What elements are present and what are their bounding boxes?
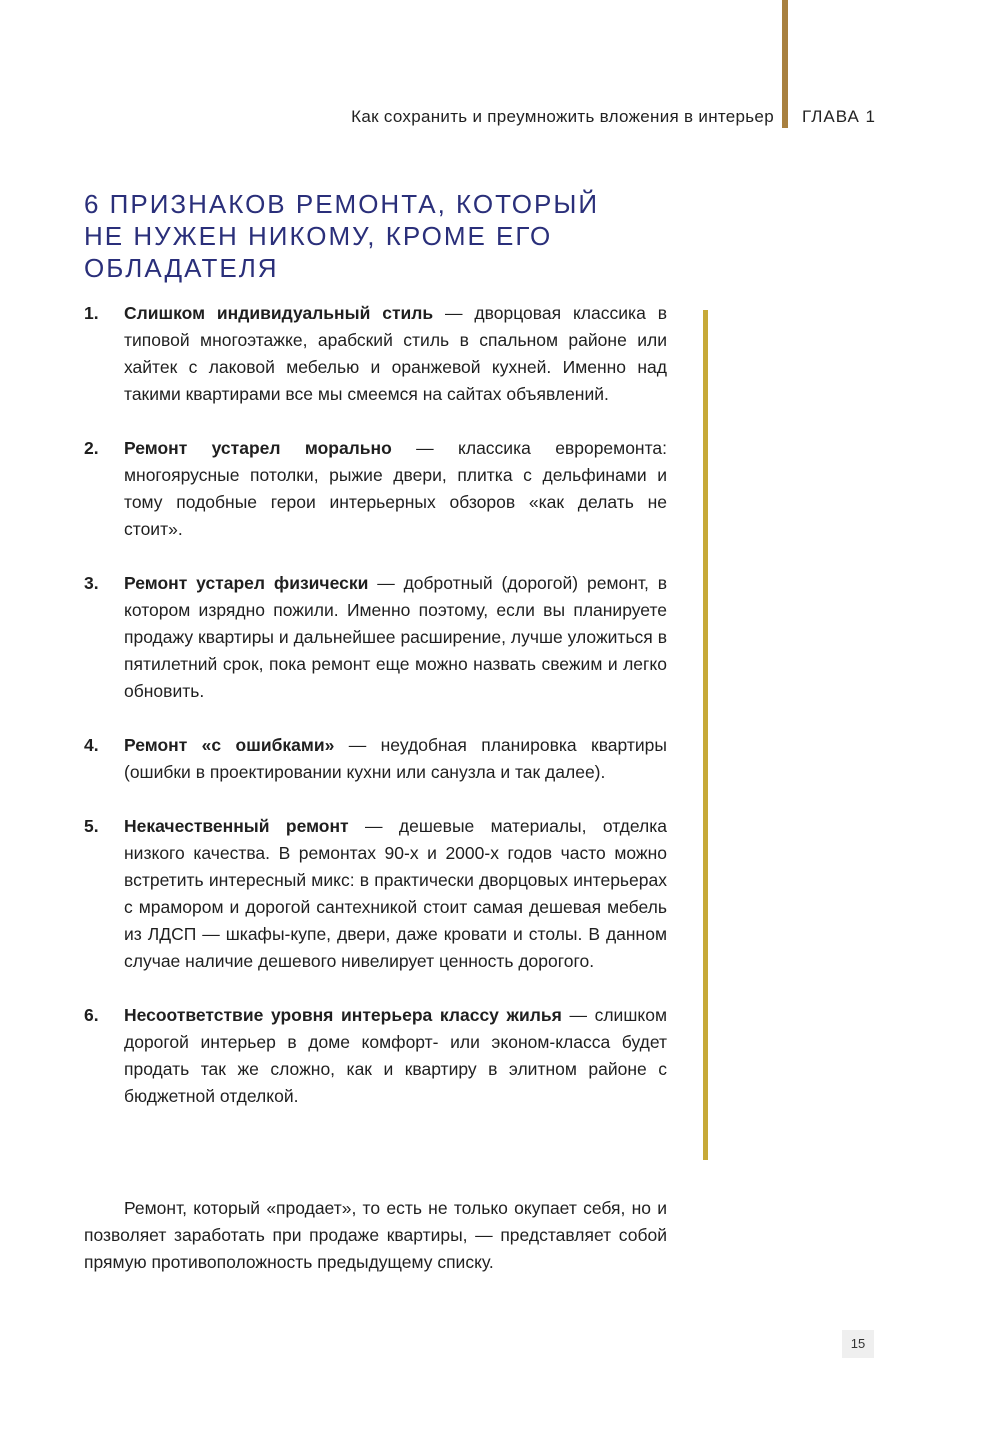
item-text — [124, 1002, 667, 1110]
list-item — [84, 435, 667, 543]
item-number: 2. — [84, 438, 99, 458]
list-item — [84, 300, 667, 408]
list-item — [84, 1002, 667, 1110]
item-lead: Несоответствие уровня интерьера классу жилья — [124, 1005, 562, 1025]
item-lead: Ремонт «с ошибками» — [124, 735, 335, 755]
list-item — [84, 570, 667, 705]
item-text — [124, 732, 667, 786]
item-number: 5. — [84, 816, 99, 836]
list-item — [84, 732, 667, 786]
item-body: — классика евроремонта: многоярусные потолки, рыжие двери, плитка с дельфинами и тому подобные герои интерьерных обзоров «как делать не стоит». — [124, 438, 667, 539]
item-text — [124, 300, 667, 408]
item-lead: Ремонт устарел морально — [124, 438, 392, 458]
running-header — [351, 104, 876, 130]
item-text — [124, 813, 667, 975]
item-number: 3. — [84, 573, 99, 593]
page-number: 15 — [842, 1330, 874, 1358]
signs-list — [84, 300, 667, 1137]
item-number: 4. — [84, 735, 99, 755]
list-item — [84, 813, 667, 975]
item-number: 1. — [84, 303, 99, 323]
chapter-label: ГЛАВА 1 — [801, 107, 876, 126]
item-body: — добротный (дорогой) ремонт, в котором изрядно пожили. Именно поэтому, если вы планируете продажу квартиры и дальнейшее расширение, лучше уложиться в пятилетний срок, пока ремонт еще можно назвать свежим и легко обновить. — [124, 573, 667, 701]
section-title: 6 ПРИЗНАКОВ РЕМОНТА, КОТОРЫЙ НЕ НУЖЕН НИКОМУ, КРОМЕ ЕГО ОБЛАДАТЕЛЯ — [84, 189, 600, 283]
item-body: — дешевые материалы, отделка низкого качества. В ремонтах 90-х и 2000-х годов часто можно встретить интересный микс: в практически дворцовых интерьерах с мрамором и дорогой сантехникой стоит самая дешевая мебель из ЛДСП — шкафы-купе, двери, даже кровати и столы. В данном случае наличие дешевого нивелирует ценность дорогого. — [124, 816, 668, 971]
item-number: 6. — [84, 1005, 99, 1025]
item-lead: Слишком индивидуальный стиль — [124, 303, 434, 323]
item-lead: Некачественный ремонт — [124, 816, 349, 836]
side-accent-rule — [703, 310, 708, 1160]
book-title: Как сохранить и преумножить вложения в интерьер — [351, 107, 774, 126]
item-body: — неудобная планировка квартиры (ошибки в проектировании кухни или санузла и так далее). — [124, 735, 667, 782]
item-body: — слишком дорогой интерьер в доме комфорт- или эконом-класса будет продать так же сложно, как и квартиру в элитном районе с бюджетной отделкой. — [124, 1005, 667, 1106]
closing-paragraph: Ремонт, который «продает», то есть не только окупает себя, но и позволяет заработать при продаже квартиры, — представляет собой прямую противоположность предыдущему списку. — [84, 1198, 667, 1272]
item-lead: Ремонт устарел физически — [124, 573, 369, 593]
item-text — [124, 570, 667, 705]
item-body: — дворцовая классика в типовой многоэтажке, арабский стиль в спальном районе или хайтек с лаковой мебелью и оранжевой кухней. Именно над такими квартирами все мы смеемся на сайтах объявлений. — [124, 303, 667, 404]
item-text — [124, 435, 667, 543]
